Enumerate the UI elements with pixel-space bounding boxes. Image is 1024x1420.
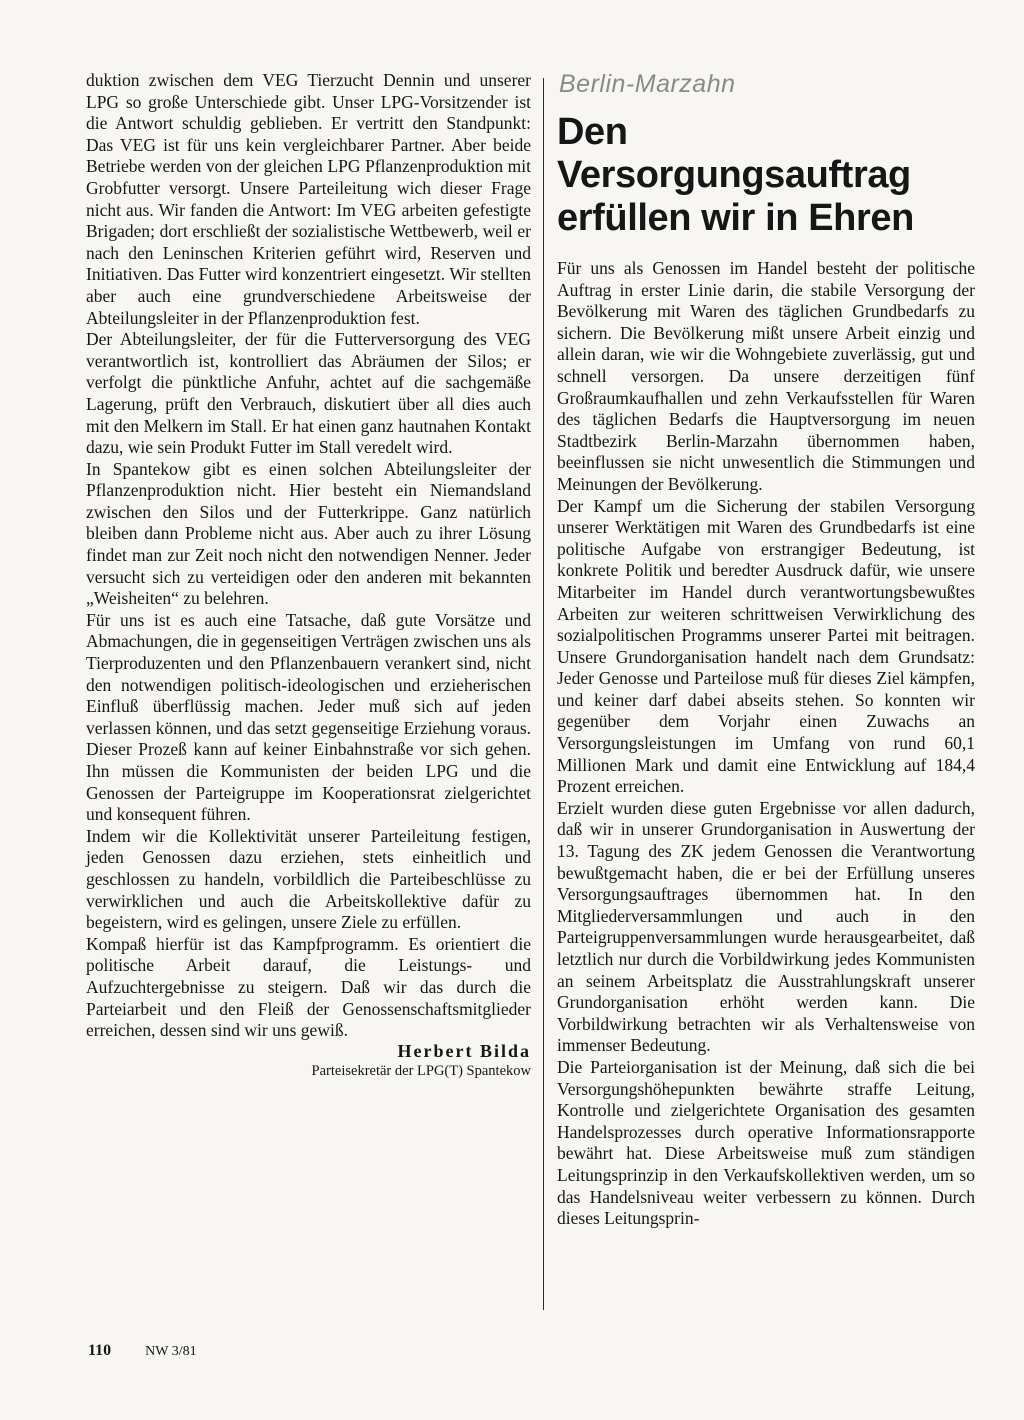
headline-line-1: Den Versorgungsauftrag xyxy=(557,111,911,196)
right-paragraph-3: Erzielt wurden diese guten Ergebnisse vor allen dadurch, daß wir in unserer Grundorganisation in Auswertung der 13. Tagung des ZK jedem Genossen die Verantwortung bewußtgemacht haben, die er bei der Erfüllung unseres Versorgungsauftrages übernommen hat. In den Mitgliederversammlungen und auch in den Parteigruppenversammlungen wurde herausgearbeitet, daß letztlich nur durch die Vorbildwirkung jedes Kommunisten an seinem Arbeitsplatz die Ausstrahlungskraft unserer Grundorganisation erhöht werden kann. Die Vorbildwirkung betrachten wir als Verhaltensweise von immenser Bedeutung. xyxy=(557,797,975,1056)
column-divider xyxy=(543,78,544,1310)
right-paragraph-4: Die Parteiorganisation ist der Meinung, daß sich die bei Versorgungshöhepunkten bewährte straffe Leitung, Kontrolle und zielgerichtete Organisation des gesamten Handelsprozesses durch operative Informationsrapporte bewährt hat. Diese Arbeitsweise muß zum ständigen Leitungsprinzip in den Verkaufskollektiven werden, um so das Handelsniveau weiter verbessern zu können. Durch dieses Leitungsprin- xyxy=(557,1056,975,1229)
left-paragraph-4: Für uns ist es auch eine Tatsache, daß gute Vorsätze und Abmachungen, die in gegenseitigen Verträgen zwischen uns als Tierproduzenten und den Pflanzenbauern verankert sind, nicht den notwendigen politisch-ideologischen und erzieherischen Einfluß überflüssig machen. Jeder muß sich auf jeden verlassen können, und das setzt gegenseitige Erziehung voraus. Dieser Prozeß kann auf keiner Einbahnstraße vor sich gehen. Ihn müssen die Kommunisten der beiden LPG und die Genossen der Parteigruppe im Kooperationsrat zielgerichtet und konsequent führen. xyxy=(86,609,531,825)
author-name: Herbert Bilda xyxy=(397,1040,531,1061)
left-column xyxy=(86,70,531,1080)
author-role: Parteisekretär der LPG(T) Spantekow xyxy=(311,1062,531,1079)
left-paragraph-1: duktion zwischen dem VEG Tierzucht Dennin und unserer LPG so große Unterschiede gibt. Unser LPG-Vorsitzender ist die Antwort schuldig geblieben. Er vertritt den Standpunkt: Das VEG ist für uns kein vergleichbarer Partner. Aber beide Betriebe werden von der gleichen LPG Pflanzenproduktion mit Grobfutter versorgt. Unsere Parteileitung wich dieser Frage nicht aus. Wir fanden die Antwort: Im VEG arbeiten gefestigte Brigaden; dort erschließt der sozialistische Wettbewerb, weil er nach den Leninschen Kriterien geführt wird, Reserven und Initiativen. Das Futter wird konzentriert eingesetzt. Wir stellten aber auch eine grundverschiedene Arbeitsweise der Abteilungsleiter in der Pflanzenproduktion fest. xyxy=(86,70,531,328)
left-paragraph-5: Indem wir die Kollektivität unserer Parteileitung festigen, jeden Genossen dazu erziehen, stets einheitlich und geschlossen zu handeln, vorbildlich die Parteibeschlüsse zu verwirklichen und auch die Arbeitskollektive dafür zu begeistern, wird es gelingen, unsere Ziele zu erfüllen. xyxy=(86,825,531,933)
page-number: 110 xyxy=(88,1342,112,1359)
issue-label: NW 3/81 xyxy=(145,1344,197,1359)
left-paragraph-3: In Spantekow gibt es einen solchen Abteilungsleiter der Pflanzenproduktion nicht. Hier besteht ein Niemandsland zwischen den Silos und der Futterkrippe. Ganz natürlich bleiben dann Probleme nicht aus. Aber auch zu ihrer Lösung findet man zur Zeit noch nicht den notwendigen Nenner. Jeder versucht sich zu verteidigen oder den anderen mit bekannten „Weisheiten“ zu belehren. xyxy=(86,458,531,609)
right-column xyxy=(557,70,975,1230)
headline-line-2: erfüllen wir in Ehren xyxy=(557,197,914,239)
article-headline xyxy=(557,111,975,240)
left-paragraph-6: Kompaß hierfür ist das Kampfprogramm. Es orientiert die politische Arbeit darauf, die Leistungs- und Aufzuchtergebnisse zu steigern. Daß wir das durch die Parteiarbeit und den Fleiß der Genossenschaftsmitglieder erreichen, dessen sind wir uns gewiß. xyxy=(86,933,531,1041)
author-signature xyxy=(86,1041,531,1062)
right-paragraph-1: Für uns als Genossen im Handel besteht der politische Auftrag in erster Linie darin, die stabile Versorgung der Bevölkerung mit Waren des täglichen Grundbedarfs zu sichern. Die Bevölkerung mißt unsere Arbeit einzig und allein daran, wie wir die Wohngebiete zuverlässig, gut und schnell versorgen. Da unsere derzeitigen fünf Großraumkaufhallen und zehn Verkaufsstellen für Waren des täglichen Bedarfs die Hauptversorgung im neuen Stadtbezirk Berlin-Marzahn übernommen haben, beeinflussen sie nicht unwesentlich die Stimmungen und Meinungen der Bevölkerung. xyxy=(557,258,975,494)
article-kicker: Berlin-Marzahn xyxy=(559,70,736,98)
left-paragraph-2: Der Abteilungsleiter, der für die Futterversorgung des VEG verantwortlich ist, kontrolliert das Abräumen der Silos; er verfolgt die pünktliche Anfuhr, achtet auf die sachgemäße Lagerung, prüft den Verbrauch, diskutiert über all dies auch mit den Melkern im Stall. Er hat einen ganz hautnahen Kontakt dazu, wie sein Produkt Futter im Stall veredelt wird. xyxy=(86,329,531,458)
page-footer xyxy=(88,1342,197,1360)
right-paragraph-2: Der Kampf um die Sicherung der stabilen Versorgung unserer Werktätigen mit Waren des Grundbedarfs ist eine politische Aufgabe von erstrangiger Bedeutung, ist konkrete Politik und beredter Ausdruck dafür, wie unsere Mitarbeiter im Handel durch verantwortungsbewußtes Arbeiten zur weiteren schrittweisen Verwirklichung des sozialpolitischen Programms unserer Partei mit beitragen. Unsere Grundorganisation handelt nach dem Grundsatz: Jeder Genosse und Parteilose muß für dieses Ziel kämpfen, und keiner darf dabei abseits stehen. So konnten wir gegenüber dem Vorjahr einen Zuwachs an Versorgungsleistungen im Umfang von rund 60,1 Millionen Mark und damit eine Entwicklung auf 184,4 Prozent erreichen. xyxy=(557,495,975,797)
